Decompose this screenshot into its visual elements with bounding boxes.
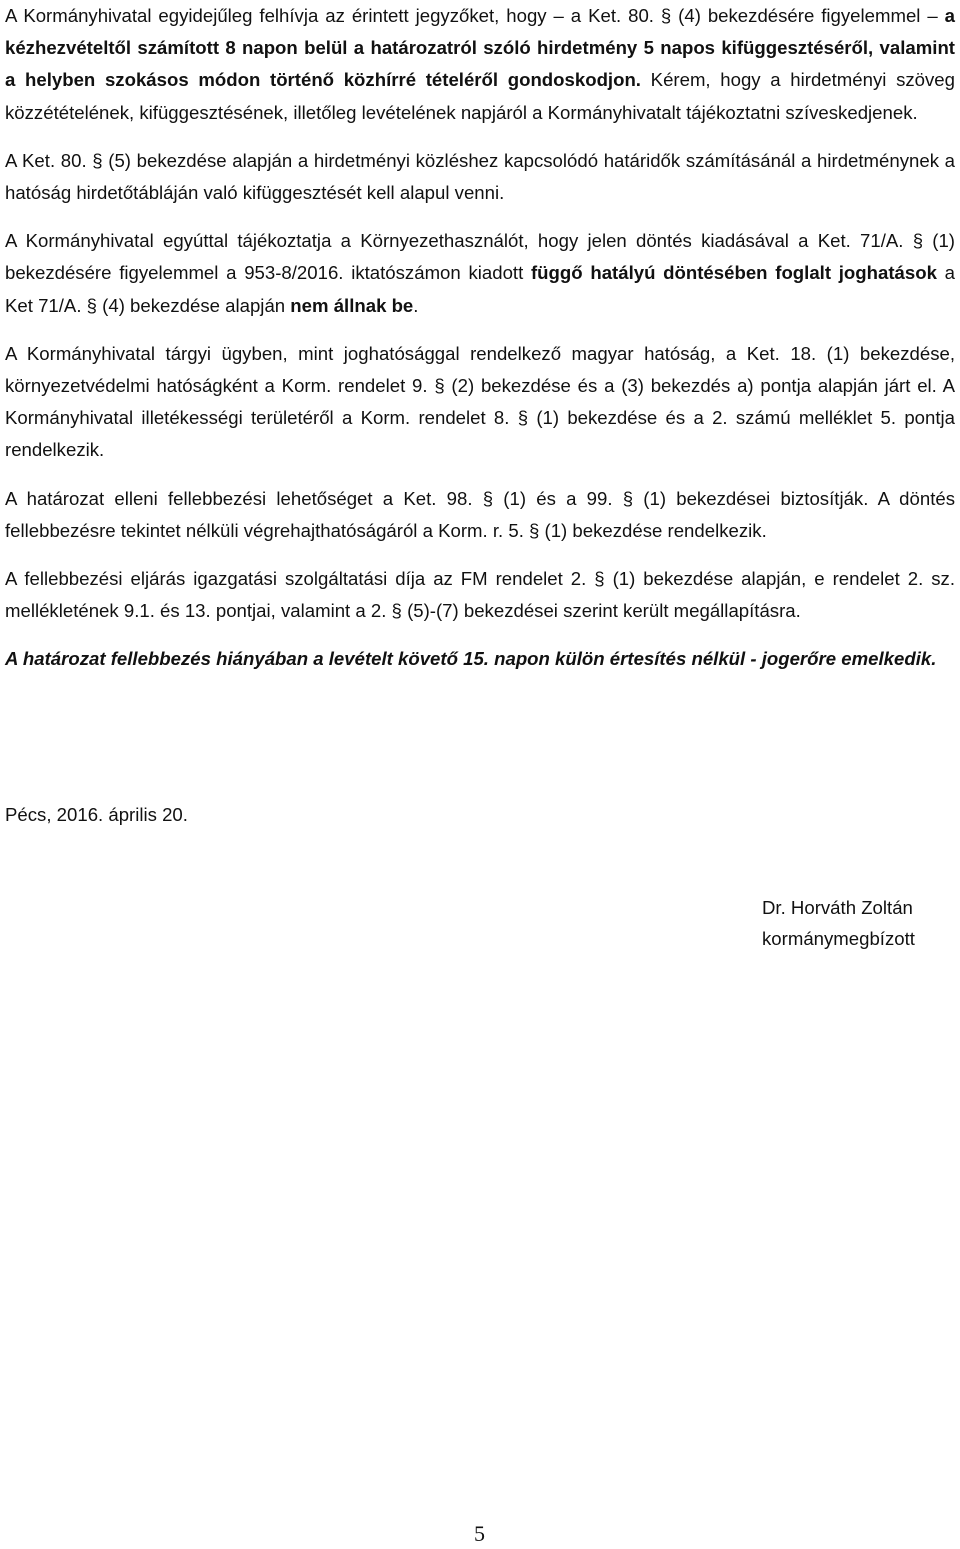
paragraph-text-segment: Kérem, hogy a hirdetményi szöveg közzétételének, kifüggesztésének, illetőleg levételének napjáról a Kormányhivatalt tájékoztatni szíveskedjenek. bbox=[5, 69, 955, 123]
paragraph-notice-to-notaries bbox=[5, 0, 955, 129]
paragraph-text-segment: A Ket. 80. § (5) bekezdése alapján a hirdetményi közléshez kapcsolódó határidők számításánál a hirdetménynek a hatóság hirdetőtábláján való kifüggesztését kell alapul venni. bbox=[5, 149, 955, 204]
signatory-name: Dr. Horváth Zoltán bbox=[762, 897, 913, 918]
document-body bbox=[5, 0, 955, 676]
place-and-date: Pécs, 2016. április 20. bbox=[5, 804, 188, 825]
paragraph-text-segment: függő hatályú döntésében foglalt joghatások bbox=[530, 262, 937, 284]
paragraph-jurisdiction bbox=[5, 338, 955, 467]
paragraph-text-segment: . bbox=[413, 294, 419, 316]
paragraph-appeal-fee bbox=[5, 563, 955, 627]
paragraph-finality bbox=[5, 643, 955, 675]
paragraph-text-segment: A Kormányhivatal tárgyi ügyben, mint joghatósággal rendelkező magyar hatóság, a Ket. 18. (1) bekezdése, környezetvédelmi hatóságként a Korm. rendelet 9. § (2) bekezdése és a (3) bekezdés a) pontja alapján járt el. A Kormányhivatal illetékességi területéről a Korm. rendelet 8. § (1) bekezdése és a 2. számú melléklet 5. pontja rendelkezik. bbox=[5, 342, 955, 461]
page-number: 5 bbox=[474, 1521, 485, 1546]
paragraph-text-segment: A határozat elleni fellebbezési lehetőséget a Ket. 98. § (1) és a 99. § (1) bekezdései biztosítják. A döntés fellebbezésre tekintet nélküli végrehajthatóságáról a Korm. r. 5. § (1) bekezdése rendelkezik. bbox=[5, 487, 955, 541]
paragraph-text-segment: a Ket 71/A. § (4) bekezdése alapján bbox=[5, 262, 955, 316]
paragraph-appeal-rights bbox=[5, 483, 955, 547]
paragraph-text-segment: A határozat fellebbezés hiányában a levételt követő 15. napon külön értesítés nélkül - jogerőre emelkedik. bbox=[5, 648, 937, 670]
signature-block bbox=[762, 892, 915, 954]
paragraph-text-segment: a kézhezvételtől számított 8 napon belül a határozatról szóló hirdetmény 5 napos kifüggesztéséről, valamint a helyben szokásos módon történő közhírré tételéről gondoskodjon. bbox=[5, 5, 955, 91]
paragraph-text-segment: A Kormányhivatal egyúttal tájékoztatja a Környezethasználót, hogy jelen döntés kiadásával a Ket. 71/A. § (1) bekezdésére figyelemmel a 953-8/2016. iktatószámon kiadott bbox=[5, 230, 955, 284]
paragraph-text-segment: nem állnak be bbox=[290, 294, 414, 316]
paragraph-text-segment: A Kormányhivatal egyidejűleg felhívja az érintett jegyzőket, hogy – a Ket. 80. § (4) bekezdésére figyelemmel – bbox=[5, 5, 945, 26]
paragraph-deadline-calculation bbox=[5, 145, 955, 209]
signatory-title: kormánymegbízott bbox=[762, 928, 915, 949]
paragraph-text-segment: A fellebbezési eljárás igazgatási szolgáltatási díja az FM rendelet 2. § (1) bekezdése alapján, e rendelet 2. sz. mellékletének 9.1. és 13. pontjai, valamint a 2. § (5)-(7) bekezdései szerint került megállapításra. bbox=[5, 568, 955, 622]
paragraph-conditional-decision bbox=[5, 225, 955, 322]
